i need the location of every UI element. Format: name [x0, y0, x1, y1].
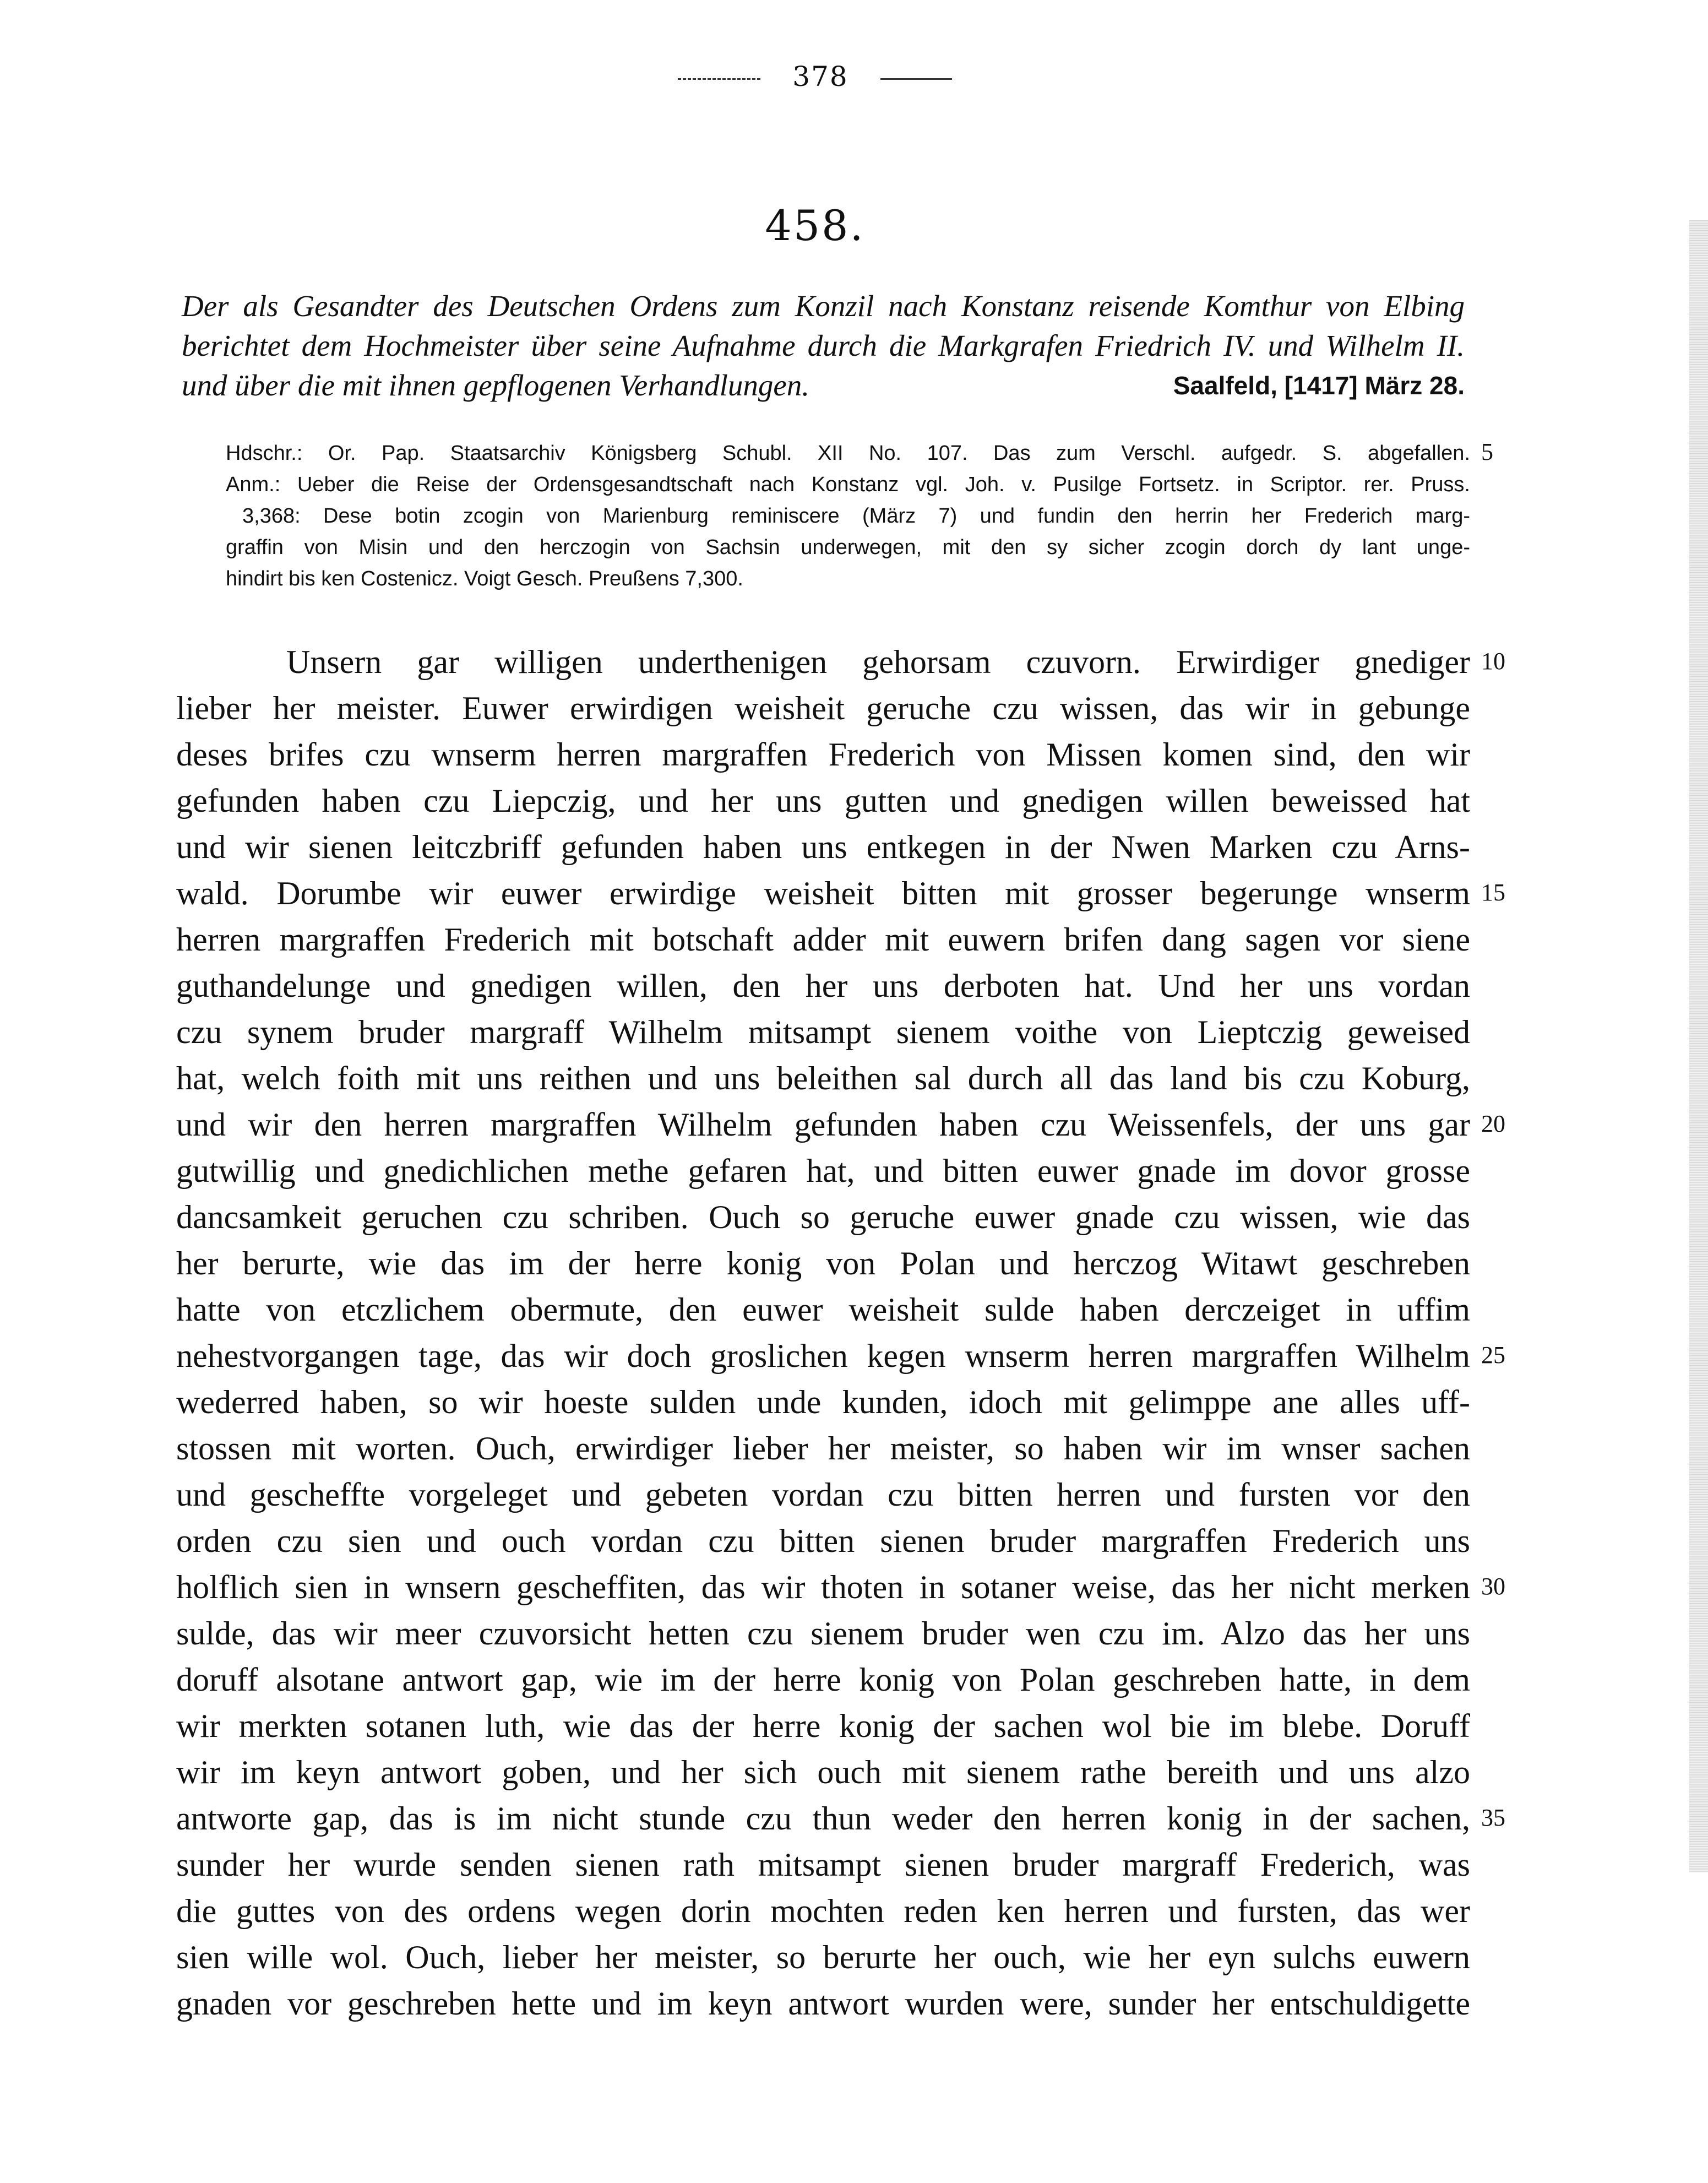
text-line: Unsern gar willigen underthenigen gehorsam czuvorn. Erwirdiger gnediger — [286, 644, 1470, 680]
text-line: gnaden vor geschreben hette und im keyn antwort wurden were, sunder her entschuldigette — [176, 1985, 1470, 2022]
text-line: sien wille wol. Ouch, lieber her meister, so berurte her ouch, wie her eyn sulchs euwern — [176, 1939, 1470, 1975]
text-line: die guttes von des ordens wegen dorin mochten reden ken herren und fursten, das wer — [176, 1893, 1470, 1929]
text-line: gutwillig und gnedichlichen methe gefaren hat, und bitten euwer gnade im dovor grosse — [176, 1153, 1470, 1189]
text-line: wir merkten sotanen luth, wie das der herre konig der sachen wol bie im blebe. Doruff — [176, 1708, 1470, 1744]
text-line: sunder her wurde senden sienen rath mitsampt sienen bruder margraff Frederich, was — [176, 1847, 1470, 1883]
main-text — [176, 639, 1470, 2027]
apparatus-notes — [226, 438, 1470, 595]
text-line: und wir sienen leitczbriff gefunden haben uns entkegen in der Nwen Marken czu Arns- — [176, 829, 1470, 865]
apparatus-line: Anm.: Ueber die Reise der Ordensgesandtschaft nach Konstanz vgl. Joh. v. Pusilge Fortsetz. in Scriptor. rer. Pruss. — [226, 473, 1470, 496]
line-number: 15 — [1481, 879, 1505, 906]
line-number: 25 — [1481, 1342, 1505, 1369]
text-line: nehestvorgangen tage, das wir doch groslichen kegen wnserm herren margraffen Wilhelm — [176, 1338, 1470, 1374]
text-line: und wir den herren margraffen Wilhelm gefunden haben czu Weissenfels, der uns gar — [176, 1106, 1470, 1143]
text-line: her berurte, wie das im der herre konig von Polan und herczog Witawt geschreben — [176, 1245, 1470, 1281]
text-line: hat, welch foith mit uns reithen und uns beleithen sal durch all das land bis czu Koburg, — [176, 1060, 1470, 1096]
apparatus-line: hindirt bis ken Costenicz. Voigt Gesch. Preußens 7,300. — [226, 567, 743, 590]
text-line: hatte von etczlichem obermute, den euwer weisheit sulde haben derczeiget in uffim — [176, 1291, 1470, 1328]
apparatus-line: 3,368: Dese botin zcogin von Marienburg reminiscere (März 7) und fundin den herrin her Frederich marg- — [242, 504, 1470, 528]
text-line: wir im keyn antwort goben, und her sich ouch mit sienem rathe bereith und uns alzo — [176, 1754, 1470, 1790]
text-line: wederred haben, so wir hoeste sulden unde kunden, idoch mit gelimppe ane alles uff- — [176, 1384, 1470, 1420]
header-rule-left — [678, 78, 760, 80]
regest — [182, 286, 1465, 405]
text-line: sulde, das wir meer czuvorsicht hetten czu sienem bruder wen czu im. Alzo das her uns — [176, 1615, 1470, 1652]
apparatus-line: Hdschr.: Or. Pap. Staatsarchiv Königsberg Schubl. XII No. 107. Das zum Verschl. aufgedr. S. abgefallen. — [226, 442, 1470, 465]
text-line: wald. Dorumbe wir euwer erwirdige weisheit bitten mit grosser begerunge wnserm — [176, 875, 1470, 911]
binding-edge — [1689, 220, 1708, 1872]
line-number: 5 — [1481, 438, 1493, 465]
line-number: 20 — [1481, 1110, 1505, 1137]
text-line: holflich sien in wnsern gescheffiten, das wir thoten in sotaner weise, das her nicht merken — [176, 1569, 1470, 1605]
line-number: 35 — [1481, 1804, 1505, 1831]
regest-line: Der als Gesandter des Deutschen Ordens zum Konzil nach Konstanz reisende Komthur von Elbing — [182, 289, 1465, 323]
text-line: gefunden haben czu Liepczig, und her uns gutten und gnedigen willen beweissed hat — [176, 783, 1470, 819]
regest-last-line — [182, 366, 1465, 405]
text-line: herren margraffen Frederich mit botschaft adder mit euwern brifen dang sagen vor siene — [176, 921, 1470, 958]
text-line: orden czu sien und ouch vordan czu bitten sienen bruder margraffen Frederich uns — [176, 1523, 1470, 1559]
regest-line: berichtet dem Hochmeister über seine Aufnahme durch die Markgrafen Friedrich IV. und Wilhelm II. — [182, 329, 1465, 362]
text-line: dancsamkeit geruchen czu schriben. Ouch so geruche euwer gnade czu wissen, wie das — [176, 1199, 1470, 1235]
regest-line: und über die mit ihnen gepflogenen Verhandlungen. — [182, 368, 810, 402]
page-header — [0, 61, 1630, 93]
text-line: deses brifes czu wnserm herren margraffen Frederich von Missen komen sind, den wir — [176, 736, 1470, 773]
text-line: guthandelunge und gnedigen willen, den her uns derboten hat. Und her uns vordan — [176, 968, 1470, 1004]
page-number: 378 — [792, 61, 848, 93]
text-line: stossen mit worten. Ouch, erwirdiger lieber her meister, so haben wir im wnser sachen — [176, 1430, 1470, 1467]
apparatus-line: graffin von Misin und den herczogin von Sachsin underwegen, mit den sy sicher zcogin dorch dy lant unge- — [226, 536, 1470, 559]
text-line: doruff alsotane antwort gap, wie im der herre konig von Polan geschreben hatte, in dem — [176, 1661, 1470, 1698]
line-number: 30 — [1481, 1573, 1505, 1600]
text-line: und gescheffte vorgeleget und gebeten vordan czu bitten herren und fursten vor den — [176, 1476, 1470, 1513]
line-number: 10 — [1481, 648, 1505, 675]
text-line: czu synem bruder margraff Wilhelm mitsampt sienem voithe von Lieptczig geweised — [176, 1014, 1470, 1050]
header-rule-right — [880, 78, 952, 80]
text-line: antworte gap, das is im nicht stunde czu thun weder den herren konig in der sachen, — [176, 1800, 1470, 1837]
document-number: 458. — [765, 201, 865, 250]
date-place: Saalfeld, [1417] März 28. — [1173, 371, 1465, 400]
text-line: lieber her meister. Euwer erwirdigen weisheit geruche czu wissen, das wir in gebunge — [176, 690, 1470, 726]
